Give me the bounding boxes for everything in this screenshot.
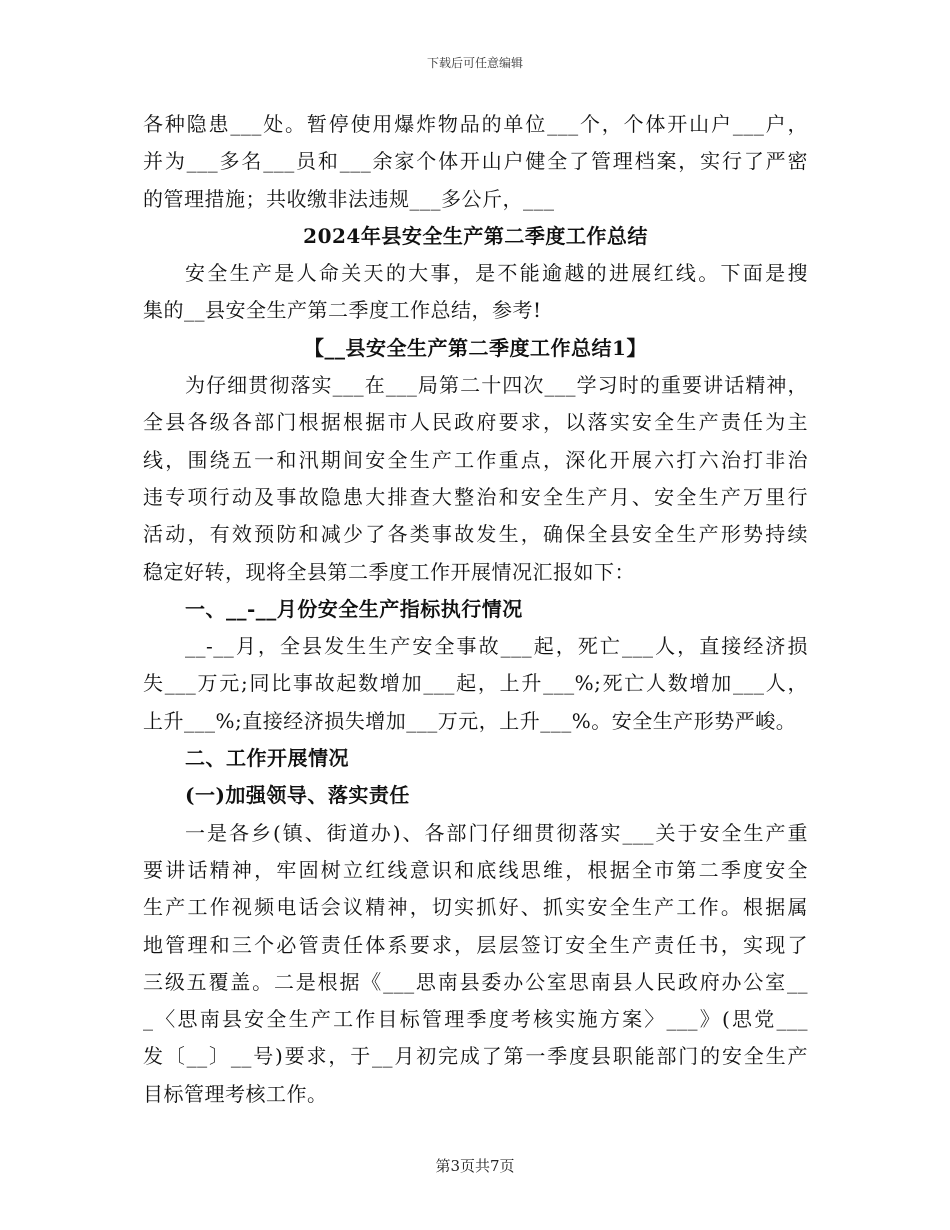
page-header: 下载后可任意编辑 — [426, 56, 523, 70]
body-line: 三级五覆盖。二是根据《___思南县委办公室思南县人民政府办公室__ — [143, 969, 808, 994]
body-line: 发〔__〕__号)要求，于__月初完成了第一季度县职能部门的安全生产 — [143, 1044, 808, 1069]
body-line: 各种隐患___处。暂停使用爆炸物品的单位___个，个体开山户___户， — [143, 112, 808, 136]
body-line: 的管理措施；共收缴非法违规___多公斤，___ — [143, 186, 555, 211]
body-line: 全县各级各部门根据根据市人民政府要求，以落实安全生产责任为主 — [143, 410, 808, 435]
document-title: 2024年县安全生产第二季度工作总结 — [303, 223, 648, 248]
body-line: 为仔细贯彻落实___在___局第二十四次___学习时的重要讲话精神， — [185, 373, 808, 398]
section-heading: 二、工作开展情况 — [185, 746, 349, 771]
body-line: 地管理和三个必管责任体系要求，层层签订安全生产责任书，实现了 — [143, 932, 808, 957]
body-line: 线，围绕五一和汛期间安全生产工作重点，深化开展六打六治打非治 — [143, 447, 808, 472]
section-title: 【__县安全生产第二季度工作总结1】 — [304, 335, 647, 360]
body-line: 集的__县安全生产第二季度工作总结，参考! — [143, 298, 542, 323]
body-line: 安全生产是人命关天的大事，是不能逾越的进展红线。下面是搜 — [185, 261, 808, 286]
body-line: __-__月，全县发生生产安全事故___起，死亡___人，直接经济损 — [185, 634, 808, 659]
body-line: 目标管理考核工作。 — [143, 1081, 328, 1106]
body-line: _〈思南县安全生产工作目标管理季度考核实施方案〉___》(思党___ — [143, 1007, 808, 1032]
body-line: 违专项行动及事故隐患大排查大整治和安全生产月、安全生产万里行 — [143, 484, 808, 509]
section-heading: 一、__-__月份安全生产指标执行情况 — [185, 596, 523, 621]
subsection-heading: (一)加强领导、落实责任 — [185, 783, 410, 808]
page-footer: 第3页共7页 — [435, 1157, 515, 1175]
body-line: 上升___%;直接经济损失增加___万元，上升___%。安全生产形势严峻。 — [143, 708, 797, 733]
document-body — [143, 106, 808, 1113]
body-line: 活动，有效预防和减少了各类事故发生，确保全县安全生产形势持续 — [143, 522, 808, 547]
body-line: 一是各乡(镇、街道办)、各部门仔细贯彻落实___关于安全生产重 — [185, 820, 808, 845]
body-line: 失___万元;同比事故起数增加___起，上升___%;死亡人数增加___人， — [143, 671, 808, 696]
body-line: 并为___多名___员和___余家个体开山户健全了管理档案，实行了严密 — [143, 149, 808, 174]
body-line: 要讲话精神，牢固树立红线意识和底线思维，根据全市第二季度安全 — [143, 857, 808, 882]
body-line: 生产工作视频电话会议精神，切实抓好、抓实安全生产工作。根据属 — [143, 895, 808, 920]
body-line: 稳定好转，现将全县第二季度工作开展情况汇报如下： — [143, 559, 635, 584]
